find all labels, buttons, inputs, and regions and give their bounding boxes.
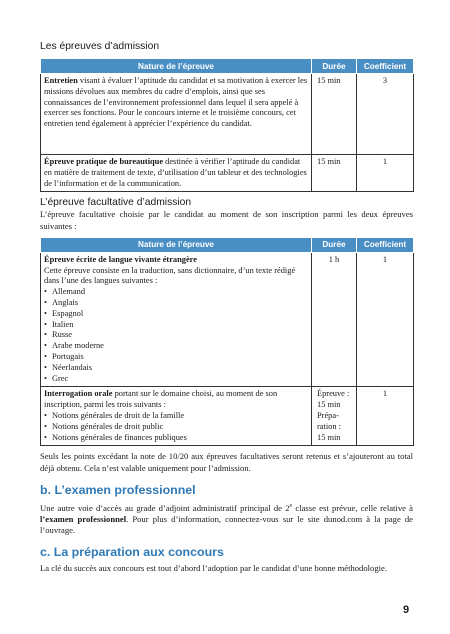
row-nature: [41, 387, 312, 446]
header-coefficient: Coefficient: [357, 59, 414, 74]
admission-table: [40, 58, 414, 192]
section-b-heading: b. L’examen professionnel: [40, 482, 196, 497]
row-coefficient: 3: [357, 74, 414, 155]
row-title: Épreuve pratique de bureautique: [44, 157, 164, 166]
header-nature: Nature de l’épreuve: [41, 237, 312, 252]
table-header-row: [41, 237, 414, 252]
page-content: [40, 40, 413, 574]
list-item: • Anglais: [44, 298, 308, 309]
superscript: e: [289, 502, 293, 509]
row-duration: 15 min: [312, 155, 357, 192]
list-item: • Notions générales de droit de la famille: [44, 411, 308, 422]
row-nature: [41, 155, 312, 192]
table-row: [41, 252, 414, 387]
row-coefficient: 1: [357, 252, 414, 387]
duration-line: 15 min: [317, 400, 341, 410]
row-nature: [41, 252, 312, 387]
row-coefficient: 1: [357, 387, 414, 446]
admission-heading: Les épreuves d’admission: [40, 41, 160, 52]
bold-term: l’examen professionnel: [40, 513, 127, 524]
list-item: • Portugais: [44, 352, 308, 363]
duration-line: Épreuve :: [317, 389, 350, 399]
header-coefficient: Coefficient: [357, 237, 414, 252]
list-item: • Russe: [44, 330, 308, 341]
list-item: • Italien: [44, 320, 308, 331]
table-header-row: [41, 59, 414, 74]
optional-intro: L’épreuve facultative choisie par le candidat au moment de son inscription parmi les deux épreuves suivantes :: [40, 209, 413, 231]
list-item: • Arabe moderne: [44, 341, 308, 352]
section-b-text: [40, 501, 413, 536]
list-item: • Espagnol: [44, 309, 308, 320]
row-text: Cette épreuve consiste en la traduction, sans dictionnaire, d’un texte rédigé dans l’une des langues suivantes :: [44, 265, 296, 286]
table-row: [41, 387, 414, 446]
domains-list: [44, 411, 308, 443]
optional-table: [40, 237, 414, 447]
languages-list: [44, 287, 308, 384]
row-coefficient: 1: [357, 155, 414, 192]
section-c-text: La clé du succès aux concours est tout d’abord l’adoption par le candidat d’une bonne méthodologie.: [40, 563, 387, 574]
row-duration: [312, 387, 357, 446]
row-text: portant sur le domaine choisi, au moment de son inscription, parmi les trois suivants :: [44, 389, 278, 410]
list-item: • Allemand: [44, 287, 308, 298]
row-title: Interrogation orale: [44, 389, 113, 399]
header-duree: Durée: [312, 59, 357, 74]
section-c-heading: c. La préparation aux concours: [40, 545, 224, 560]
duration-line: Prépa-: [317, 410, 339, 420]
row-nature: [41, 74, 312, 155]
text-part: classe est prévue, celle relative à: [292, 502, 413, 513]
duration-line: 15 min: [317, 432, 341, 442]
table-row: [41, 74, 414, 155]
optional-note: Seuls les points excédant la note de 10/20 aux épreuves facultatives seront retenus et s’ajouteront au total déjà obtenu. Cela n’est valable uniquement pour l’admission.: [40, 451, 413, 473]
row-text: destinée à vérifier l’aptitude du candidat en matière de traitement de texte, d’utilisation d’un tableur et des technologies de l’information et de la communication.: [44, 157, 307, 188]
header-nature: Nature de l’épreuve: [41, 59, 312, 74]
optional-heading: L’épreuve facultative d’admission: [40, 197, 192, 209]
row-title: Entretien: [44, 76, 78, 85]
page-number: 9: [403, 604, 410, 616]
text-part: Une autre voie d’accès au grade d’adjoint administratif principal de 2: [40, 502, 290, 513]
row-title: Épreuve écrite de langue vivante étrangère: [44, 254, 197, 264]
list-item: • Notions générales de droit public: [44, 422, 308, 433]
header-duree: Durée: [312, 237, 357, 252]
duration-line: ration :: [317, 421, 341, 431]
row-duration: 15 min: [312, 74, 357, 155]
list-item: • Grec: [44, 374, 308, 385]
text-part: . Pour plus d’information, connectez-vous sur le site dunod.com à la page de l’ouvrage.: [40, 513, 413, 536]
list-item: • Notions générales de finances publiques: [44, 433, 308, 444]
row-text: visant à évaluer l’aptitude du candidat et sa motivation à exercer les missions dévolues aux membres du cadre d’emplois, ainsi que ses connaissances de l’environnement professionnel dans lequel il sera appelé à exercer ses fonctions. Pour le concours interne et le troisième concours, cet entretien tend également à apprécier l’expérience du candidat.: [44, 76, 308, 129]
list-item: • Néerlandais: [44, 363, 308, 374]
row-duration: 1 h: [312, 252, 357, 387]
table-row: [41, 155, 414, 192]
